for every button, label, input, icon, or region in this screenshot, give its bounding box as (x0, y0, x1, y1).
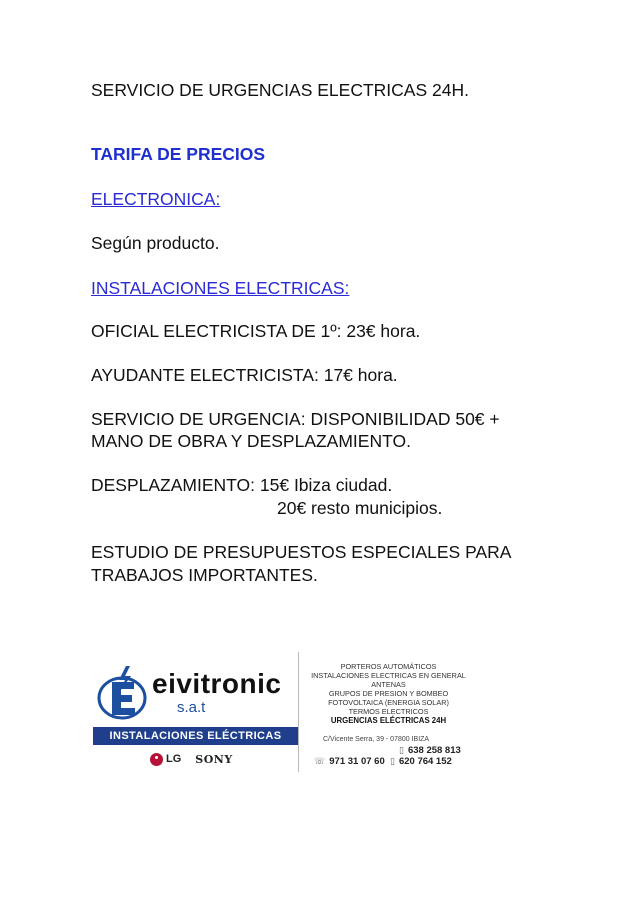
mobile-2-text: 620 764 152 (398, 756, 452, 767)
ayudante-rate: AYUDANTE ELECTRICISTA: 17€ hora. (91, 365, 398, 385)
card-divider (298, 652, 299, 772)
service-item: ANTENAS (371, 680, 406, 689)
mobile-icon: ▯ (390, 756, 395, 766)
phone-icon: ☏ (314, 756, 326, 766)
services-list (306, 662, 471, 725)
mobile-1-text: 638 258 813 (407, 745, 461, 756)
instalaciones-label: INSTALACIONES ELECTRICAS: (91, 278, 350, 298)
partner-brands (150, 750, 233, 768)
mobile-number-1 (399, 745, 461, 756)
electronica-label: ELECTRONICA: (91, 189, 221, 209)
estudio-line-1: ESTUDIO DE PRESUPUESTOS ESPECIALES PARA (91, 542, 512, 562)
estudio-line-2: TRABAJOS IMPORTANTES. (91, 565, 318, 585)
mobile-number-2 (390, 756, 452, 767)
services-banner: INSTALACIONES ELÉCTRICAS (93, 727, 298, 745)
service-item: TERMOS ELECTRICOS (348, 707, 429, 716)
landline-text: 971 31 07 60 (329, 756, 385, 767)
company-logo (92, 652, 297, 772)
urgencia-line-1: SERVICIO DE URGENCIA: DISPONIBILIDAD 50€ + (91, 409, 500, 429)
business-card (92, 652, 472, 772)
sony-logo: SONY (195, 752, 233, 766)
tarifa-title: TARIFA DE PRECIOS (91, 144, 266, 164)
lg-logo (150, 753, 181, 766)
lg-circle-icon (150, 753, 163, 766)
oficial-rate: OFICIAL ELECTRICISTA DE 1º: 23€ hora. (91, 321, 421, 341)
address: C/Vicente Serra, 39 - 07800 IBIZA (323, 736, 430, 743)
heading: SERVICIO DE URGENCIAS ELECTRICAS 24H. (91, 80, 469, 100)
electronica-text: Según producto. (91, 233, 220, 253)
desplazamiento-line-1: DESPLAZAMIENTO: 15€ Ibiza ciudad. (91, 475, 393, 495)
service-item: PORTEROS AUTOMÁTICOS (340, 662, 437, 671)
service-item: INSTALACIONES ELECTRICAS EN GENERAL (311, 671, 466, 680)
service-item-urgencias: URGENCIAS ELÉCTRICAS 24H (330, 716, 447, 725)
urgencia-line-2: MANO DE OBRA Y DESPLAZAMIENTO. (91, 431, 411, 451)
desplazamiento-line-2: 20€ resto municipios. (277, 498, 443, 518)
service-item: FOTOVOLTAICA (ENERGIA SOLAR) (328, 698, 449, 707)
mobile-icon: ▯ (399, 745, 404, 755)
landline-number (314, 756, 385, 767)
service-item: GRUPOS DE PRESION Y BOMBEO (328, 689, 449, 698)
logo-e-mark (96, 664, 148, 722)
brand-suffix: s.a.t (177, 699, 206, 716)
lg-text: LG (166, 753, 182, 765)
brand-name: eivitronic (152, 668, 282, 699)
